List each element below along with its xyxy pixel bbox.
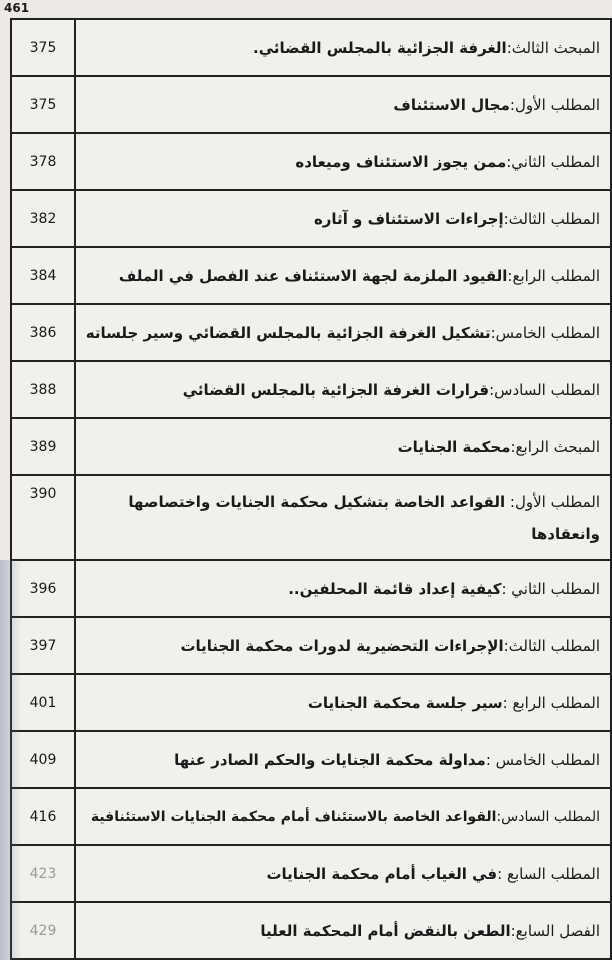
toc-row xyxy=(12,476,610,561)
toc-entry-title: القواعد الخاصة بتشكيل محكمة الجنايات واختصاصها وانعقادها xyxy=(128,492,600,543)
toc-entry-prefix: المطلب الثالث: xyxy=(503,636,600,655)
toc-row xyxy=(12,561,610,618)
toc-row xyxy=(12,77,610,134)
toc-entry xyxy=(76,191,610,246)
toc-entry xyxy=(76,20,610,75)
toc-entry xyxy=(76,248,610,303)
toc-page-number: 396 xyxy=(12,561,76,616)
toc-entry-title: مجال الاستئناف xyxy=(393,95,510,114)
toc-entry-title: قرارات الغرفة الجزائية بالمجلس القضائي xyxy=(182,380,490,399)
toc-page-number: 375 xyxy=(12,77,76,132)
toc-entry-prefix: المطلب الخامس: xyxy=(490,323,600,342)
toc-entry-title: تشكيل الغرفة الجزائية بالمجلس القضائي وسير جلساته xyxy=(85,323,491,342)
toc-row xyxy=(12,248,610,305)
toc-entry xyxy=(76,134,610,189)
toc-entry xyxy=(76,561,610,616)
page-shadow xyxy=(0,560,22,960)
toc-entry-title: في الغياب أمام محكمة الجنايات xyxy=(266,864,498,883)
toc-entry xyxy=(76,362,610,417)
toc-entry-title: ممن يجوز الاستئناف وميعاده xyxy=(295,152,507,171)
toc-entry-title: كيفية إعداد قائمة المحلفين.. xyxy=(288,579,502,598)
toc-entry xyxy=(76,903,610,958)
toc-entry xyxy=(76,789,610,844)
table-of-contents xyxy=(10,18,612,960)
toc-row xyxy=(12,789,610,846)
toc-entry-prefix: المطلب الرابع : xyxy=(502,693,600,712)
toc-entry xyxy=(76,732,610,787)
toc-entry-title: مداولة محكمة الجنايات والحكم الصادر عنها xyxy=(174,750,486,769)
toc-row xyxy=(12,362,610,419)
toc-row xyxy=(12,903,610,960)
toc-entry-title: القواعد الخاصة بالاستئناف أمام محكمة الجنايات الاستئنافية xyxy=(90,808,497,825)
toc-entry-text xyxy=(84,486,600,550)
toc-page-number: 388 xyxy=(12,362,76,417)
toc-row xyxy=(12,134,610,191)
toc-page-number: 390 xyxy=(12,476,76,559)
toc-page-number: 384 xyxy=(12,248,76,303)
toc-row xyxy=(12,305,610,362)
toc-page-number: 429 xyxy=(12,903,76,958)
toc-entry xyxy=(76,675,610,730)
toc-row xyxy=(12,618,610,675)
toc-page-number: 382 xyxy=(12,191,76,246)
page-number: 461 xyxy=(4,1,30,15)
toc-entry-title: محكمة الجنايات xyxy=(397,437,511,456)
toc-page-number: 409 xyxy=(12,732,76,787)
toc-row xyxy=(12,191,610,248)
toc-entry-prefix: المطلب الثالث: xyxy=(503,209,600,228)
toc-page-number: 389 xyxy=(12,419,76,474)
toc-entry xyxy=(76,419,610,474)
toc-entry-title: سير جلسة محكمة الجنايات xyxy=(307,693,503,712)
toc-row xyxy=(12,675,610,732)
toc-entry xyxy=(76,305,610,360)
toc-page-number: 401 xyxy=(12,675,76,730)
toc-entry-title: إجراءات الاستئناف و آثاره xyxy=(313,209,504,228)
toc-entry-prefix: المبحث الثالث: xyxy=(506,38,600,57)
toc-entry-title: الإجراءات التحضيرية لدورات محكمة الجنايات xyxy=(180,636,504,655)
toc-entry-prefix: المطلب السادس: xyxy=(496,808,600,825)
toc-entry-prefix: المطلب الأول: xyxy=(509,95,600,114)
toc-row xyxy=(12,732,610,789)
toc-entry-prefix: المبحث الرابع: xyxy=(510,437,600,456)
toc-row xyxy=(12,846,610,903)
toc-page-number: 375 xyxy=(12,20,76,75)
toc-page-number: 423 xyxy=(12,846,76,901)
toc-entry xyxy=(76,476,610,559)
toc-entry-prefix: المطلب الخامس : xyxy=(485,750,600,769)
toc-row xyxy=(12,20,610,77)
toc-entry-prefix: المطلب الرابع: xyxy=(507,266,600,285)
toc-entry-title: الغرفة الجزائية بالمجلس القضائي. xyxy=(253,38,507,57)
toc-entry-prefix: المطلب السابع : xyxy=(497,864,600,883)
toc-entry-prefix: المطلب الثاني : xyxy=(501,579,600,598)
toc-entry xyxy=(76,618,610,673)
toc-page-number: 386 xyxy=(12,305,76,360)
toc-entry-prefix: المطلب الثاني: xyxy=(506,152,600,171)
toc-entry-title: الطعن بالنقض أمام المحكمة العليا xyxy=(260,921,511,940)
toc-entry xyxy=(76,846,610,901)
toc-entry-prefix: المطلب السادس: xyxy=(489,380,600,399)
toc-entry-prefix: المطلب الأول: xyxy=(505,492,600,511)
toc-page-number: 378 xyxy=(12,134,76,189)
toc-entry xyxy=(76,77,610,132)
toc-row xyxy=(12,419,610,476)
toc-page-number: 397 xyxy=(12,618,76,673)
toc-entry-prefix: الفصل السابع: xyxy=(510,921,600,940)
toc-page-number: 416 xyxy=(12,789,76,844)
toc-entry-title: القيود الملزمة لجهة الاستئناف عند الفصل في الملف xyxy=(118,266,508,285)
